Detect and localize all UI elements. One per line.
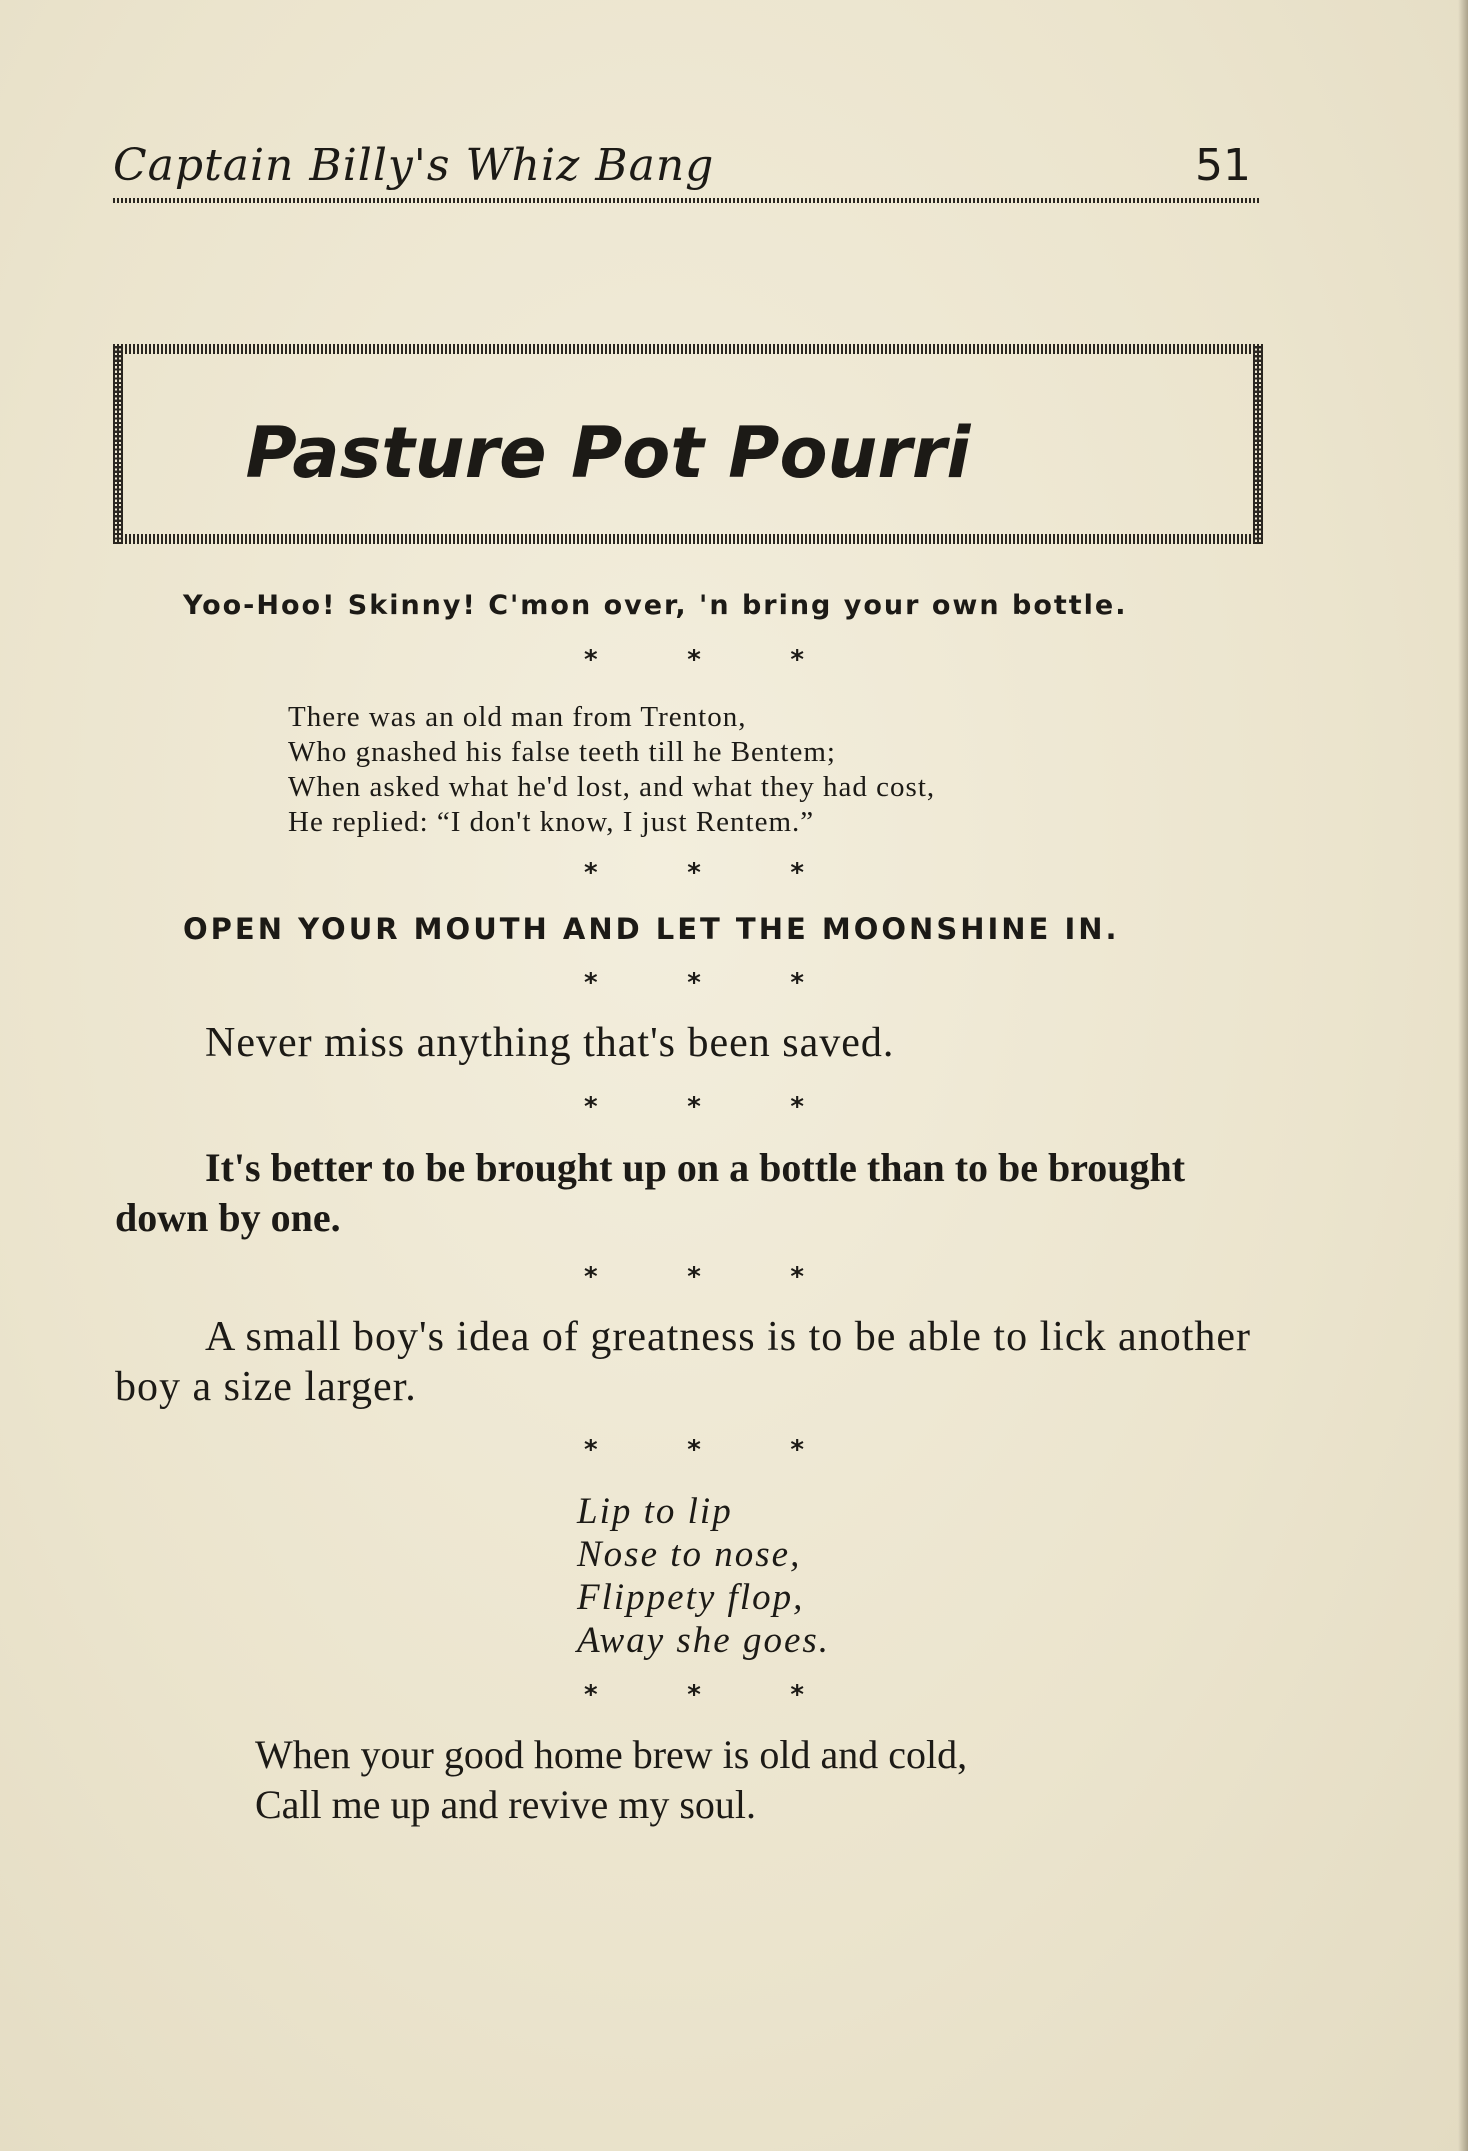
separator [584,858,804,888]
separator-star: * [584,645,598,675]
lip-verse-line: Away she goes. [577,1620,831,1661]
separator-star: * [584,1435,598,1465]
separator-star: * [687,1680,701,1710]
lip-verse [577,1490,830,1662]
moonshine-line: OPEN YOUR MOUTH AND LET THE MOONSHINE IN. [183,912,1120,946]
limerick-line: There was an old man from Trenton, [288,701,747,733]
lip-verse-line: Nose to nose, [577,1534,802,1575]
running-head [113,140,1261,202]
separator [584,1435,804,1465]
separator-star: * [584,1262,598,1292]
separator [584,1092,804,1122]
home-brew-line: Call me up and revive my soul. [255,1782,757,1827]
separator-star: * [790,968,804,998]
separator-star: * [790,1435,804,1465]
small-boy-paragraph: A small boy's idea of greatness is to be able to lick another boy a size larger. [115,1314,1251,1410]
separator-star: * [687,1092,701,1122]
separator [584,968,804,998]
title-box [113,344,1263,544]
section-title: Pasture Pot Pourri [245,412,971,494]
lip-verse-line: Lip to lip [577,1491,733,1532]
limerick [288,700,935,840]
separator-star: * [790,858,804,888]
separator-star: * [687,1435,701,1465]
limerick-line: When asked what he'd lost, and what they had cost, [288,771,936,803]
page-number: 51 [1195,140,1251,191]
separator-star: * [687,645,701,675]
separator-star: * [687,968,701,998]
home-brew-line: When your good home brew is old and cold, [255,1732,968,1777]
separator [584,1262,804,1292]
never-miss-line: Never miss anything that's been saved. [205,1020,895,1066]
separator-star: * [790,1680,804,1710]
yoohoo-line: Yoo-Hoo! Skinny! C'mon over, 'n bring your own bottle. [183,590,1128,621]
separator-star: * [687,858,701,888]
separator-star: * [584,1680,598,1710]
running-title: Captain Billy's Whiz Bang [113,140,715,191]
separator-star: * [584,858,598,888]
separator-star: * [584,968,598,998]
header-rule [113,198,1261,203]
separator-star: * [790,645,804,675]
separator-star: * [687,1262,701,1292]
separator [584,1680,804,1710]
separator-star: * [790,1092,804,1122]
separator [584,645,804,675]
bottle-paragraph: It's better to be brought up on a bottle than to be brought down by one. [115,1145,1186,1240]
home-brew-verse [255,1730,967,1830]
separator-star: * [584,1092,598,1122]
limerick-line: Who gnashed his false teeth till he Bentem; [288,736,836,768]
lip-verse-line: Flippety flop, [577,1577,805,1618]
separator-star: * [790,1262,804,1292]
limerick-line: He replied: “I don't know, I just Rentem.” [288,806,815,838]
